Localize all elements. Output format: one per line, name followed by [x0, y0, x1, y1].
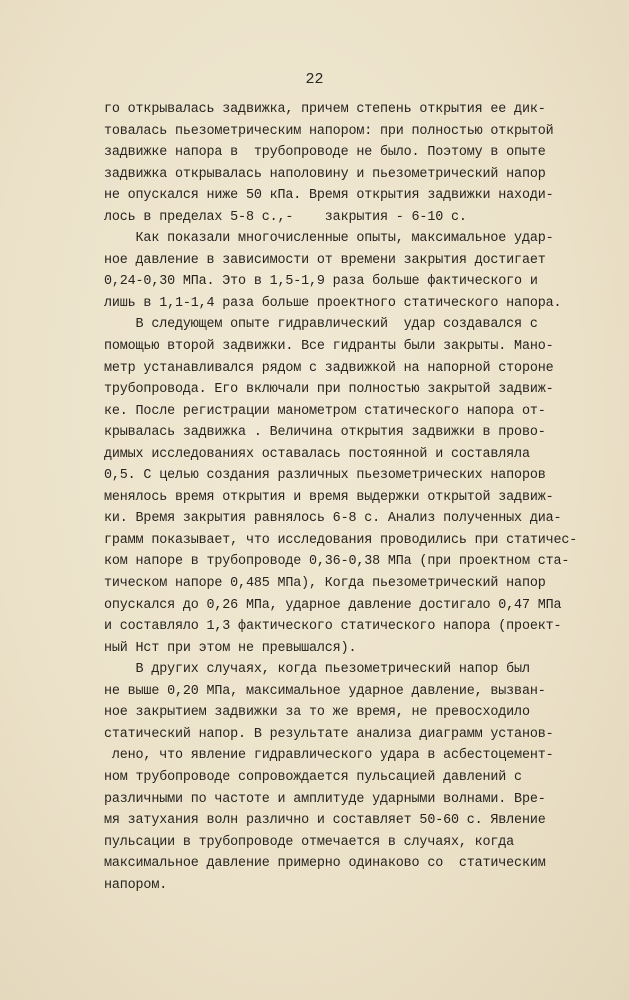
text-line: грамм показывает, что исследования проводились при статичес- [104, 532, 578, 548]
page-number: 22 [305, 71, 324, 88]
text-line: тическом напоре 0,485 МПа), Когда пьезометрический напор [104, 576, 546, 592]
text-line: ное давление в зависимости от времени закрытия достигает [104, 252, 546, 268]
text-line: лено, что явление гидравлического удара в асбестоцемент- [104, 748, 554, 764]
text-line: го открывалась задвижка, причем степень открытия ее дик- [104, 102, 546, 117]
text-line: мя затухания волн различно и составляет 50-60 с. Явление [104, 813, 546, 829]
text-line: лось в пределах 5-8 с.,- закрытия - 6-10 с. [104, 209, 467, 225]
text-line: крывалась задвижка . Величина открытия задвижки в прово- [104, 425, 546, 441]
text-line: 0,24-0,30 МПа. Это в 1,5-1,9 раза больше фактического и [104, 274, 538, 290]
text-line: товалась пьезометрическим напором: при полностью открытой [104, 123, 554, 139]
text-line: В следующем опыте гидравлический удар создавался с [104, 317, 538, 333]
text-line: менялось время открытия и время выдержки открытой задвиж- [104, 489, 554, 505]
text-line: 0,5. С целью создания различных пьезометрических напоров [104, 468, 546, 484]
body-text [104, 99, 578, 896]
text-line: не выше 0,20 МПа, максимальное ударное давление, вызван- [104, 683, 546, 699]
text-line: напором. [104, 877, 168, 893]
text-line: метр устанавливался рядом с задвижкой на напорной стороне [104, 360, 554, 376]
text-line: димых исследованиях оставалась постоянной и составляла [104, 446, 530, 462]
text-line: Как показали многочисленные опыты, максимальное удар- [104, 231, 554, 247]
text-line: статический напор. В результате анализа диаграмм установ- [104, 726, 554, 742]
text-line: ком напоре в трубопроводе 0,36-0,38 МПа (при проектном ста- [104, 554, 570, 570]
text-line: пульсации в трубопроводе отмечается в случаях, когда [104, 834, 515, 850]
text-line: ке. После регистрации манометром статического напора от- [104, 403, 546, 419]
text-line: ный Hст при этом не превышался). [104, 640, 357, 656]
text-line: ное закрытием задвижки за то же время, не превосходило [104, 705, 530, 721]
text-line: задвижке напора в трубопроводе не было. Поэтому в опыте [104, 145, 546, 161]
text-line: В других случаях, когда пьезометрический напор был [104, 662, 530, 678]
text-line: помощью второй задвижки. Все гидранты были закрыты. Мано- [104, 339, 554, 355]
text-line: различными по частоте и амплитуде ударными волнами. Вре- [104, 791, 546, 807]
text-line: лишь в 1,1-1,4 раза больше проектного статического напора. [104, 295, 562, 311]
text-line: и составляло 1,3 фактического статического напора (проект- [104, 619, 562, 635]
text-line: ном трубопроводе сопровождается пульсацией давлений с [104, 769, 522, 785]
text-line: задвижка открывалась наполовину и пьезометрический напор [104, 166, 546, 182]
text-line: опускался до 0,26 МПа, ударное давление достигало 0,47 МПа [104, 597, 562, 613]
text-line: максимальное давление примерно одинаково со статическим [104, 856, 546, 872]
text-line: трубопровода. Его включали при полностью закрытой задвиж- [104, 382, 554, 398]
text-line: не опускался ниже 50 кПа. Время открытия задвижки находи- [104, 188, 554, 204]
text-line: ки. Время закрытия равнялось 6-8 с. Анализ полученных диа- [104, 511, 562, 527]
